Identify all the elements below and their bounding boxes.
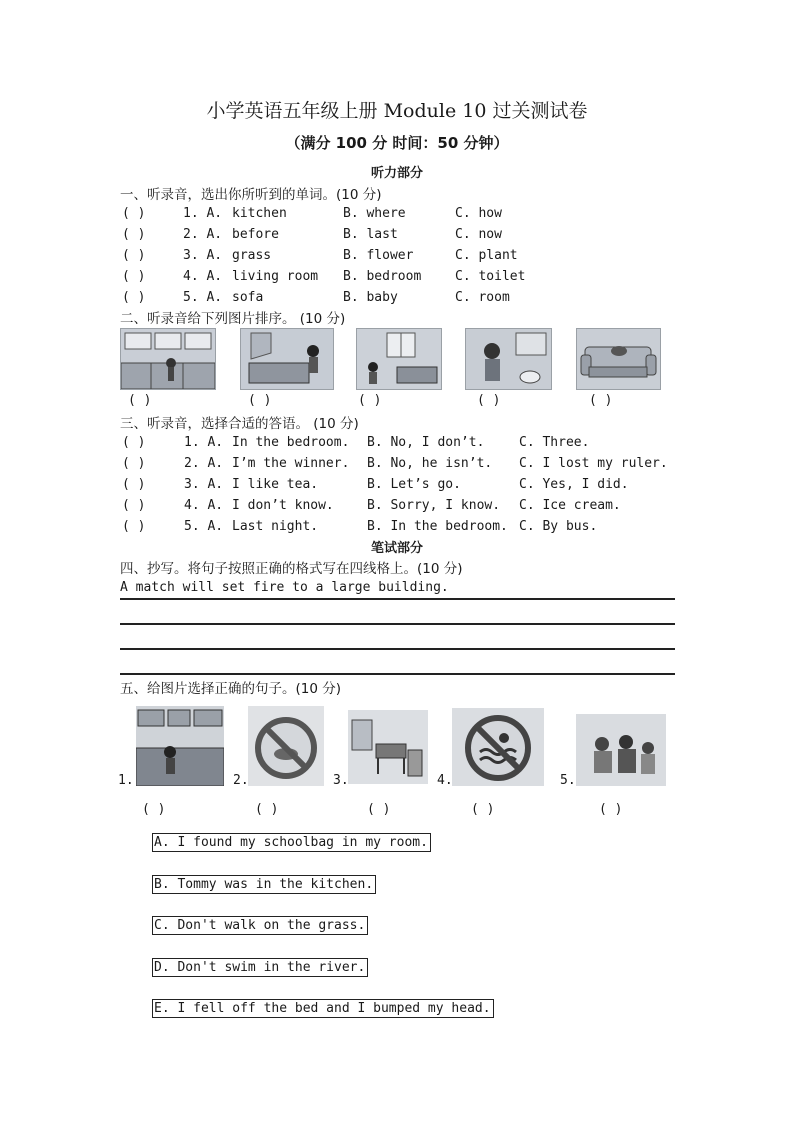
option-b: B. baby	[343, 290, 398, 305]
room-picture	[348, 710, 428, 784]
section2-heading: 二、听录音给下列图片排序。 (10 分)	[120, 311, 346, 327]
section1-heading: 一、听录音，选出你所听到的单词。(10 分)	[120, 187, 382, 203]
answer-bracket: ( )	[122, 248, 146, 263]
question-number: 5. A.	[183, 290, 223, 305]
writing-line	[120, 623, 675, 625]
option-c: C. plant	[455, 248, 518, 263]
answer-bracket: ( )	[122, 477, 146, 492]
sentence-option: C. Don't walk on the grass.	[152, 916, 368, 935]
picture-number: 2.	[233, 773, 249, 788]
page-title: 小学英语五年级上册 Module 10 过关测试卷	[206, 100, 588, 122]
section4-heading: 四、抄写。将句子按照正确的格式写在四线格上。(10 分)	[120, 561, 463, 577]
option-c: C. now	[455, 227, 502, 242]
option-b: B. No, I don’t.	[367, 435, 485, 450]
question-number: 4. A.	[183, 269, 223, 284]
answer-bracket: ( )	[128, 393, 152, 408]
kitchen-image	[120, 328, 216, 390]
picture-number: 3.	[333, 773, 349, 788]
answer-bracket: ( )	[122, 269, 146, 284]
question-number: 3. A.	[184, 477, 224, 492]
option-b: B. bedroom	[343, 269, 422, 284]
answer-bracket: ( )	[122, 227, 146, 242]
sentence-option: E. I fell off the bed and I bumped my head.	[152, 999, 494, 1018]
section5-heading: 五、给图片选择正确的句子。(10 分)	[120, 681, 342, 697]
answer-bracket: ( )	[122, 456, 146, 471]
answer-bracket: ( )	[248, 393, 272, 408]
picture-number: 1.	[118, 773, 134, 788]
option-a: kitchen	[232, 206, 287, 221]
kitchen-picture	[136, 706, 224, 786]
answer-bracket: ( )	[471, 802, 495, 817]
copy-sentence: A match will set fire to a large building.	[120, 580, 449, 595]
writing-heading: 笔试部分	[370, 541, 423, 556]
question-number: 1. A.	[184, 435, 224, 450]
sofa-image	[576, 328, 661, 390]
page-subtitle: （满分 100 分 时间：50 分钟）	[285, 134, 509, 152]
option-a: living room	[232, 269, 319, 284]
sentence-option: D. Don't swim in the river.	[152, 958, 368, 977]
writing-line	[120, 673, 675, 675]
writing-line	[120, 648, 675, 650]
family-picture	[576, 714, 666, 786]
answer-bracket: ( )	[367, 802, 391, 817]
toilet-image	[465, 328, 552, 390]
answer-bracket: ( )	[122, 519, 146, 534]
option-c: C. Yes, I did.	[519, 477, 629, 492]
answer-bracket: ( )	[589, 393, 613, 408]
option-c: C. By bus.	[519, 519, 598, 534]
option-a: Last night.	[232, 519, 319, 534]
no-walking-on-grass-sign	[248, 706, 324, 786]
question-number: 5. A.	[184, 519, 224, 534]
option-c: C. room	[455, 290, 510, 305]
living-room-image	[356, 328, 442, 390]
option-c: C. I lost my ruler.	[519, 456, 668, 471]
answer-bracket: ( )	[142, 802, 166, 817]
answer-bracket: ( )	[122, 290, 146, 305]
picture-number: 5.	[560, 773, 576, 788]
option-a: In the bedroom.	[232, 435, 350, 450]
option-a: I don’t know.	[232, 498, 334, 513]
writing-line	[120, 598, 675, 600]
option-c: C. Three.	[519, 435, 590, 450]
option-b: B. Sorry, I know.	[367, 498, 501, 513]
option-a: I like tea.	[232, 477, 319, 492]
option-a: sofa	[232, 290, 264, 305]
sentence-option: A. I found my schoolbag in my room.	[152, 833, 431, 852]
option-b: B. where	[343, 206, 406, 221]
option-c: C. how	[455, 206, 502, 221]
option-b: B. last	[343, 227, 398, 242]
no-swimming-sign	[452, 708, 544, 786]
option-b: B. flower	[343, 248, 414, 263]
option-a: I’m the winner.	[232, 456, 350, 471]
option-b: B. In the bedroom.	[367, 519, 508, 534]
option-c: C. Ice cream.	[519, 498, 621, 513]
answer-bracket: ( )	[477, 393, 501, 408]
question-number: 3. A.	[183, 248, 223, 263]
question-number: 2. A.	[184, 456, 224, 471]
answer-bracket: ( )	[122, 498, 146, 513]
question-number: 4. A.	[184, 498, 224, 513]
answer-bracket: ( )	[122, 435, 146, 450]
option-b: B. No, he isn’t.	[367, 456, 493, 471]
option-a: grass	[232, 248, 272, 263]
answer-bracket: ( )	[122, 206, 146, 221]
section3-heading: 三、听录音，选择合适的答语。 (10 分)	[120, 416, 359, 432]
question-number: 2. A.	[183, 227, 223, 242]
answer-bracket: ( )	[358, 393, 382, 408]
bedroom-image	[240, 328, 334, 390]
option-b: B. Let’s go.	[367, 477, 461, 492]
listening-heading: 听力部分	[370, 166, 423, 181]
option-a: before	[232, 227, 279, 242]
option-c: C. toilet	[455, 269, 526, 284]
answer-bracket: ( )	[599, 802, 623, 817]
question-number: 1. A.	[183, 206, 223, 221]
sentence-option: B. Tommy was in the kitchen.	[152, 875, 376, 894]
answer-bracket: ( )	[255, 802, 279, 817]
picture-number: 4.	[437, 773, 453, 788]
